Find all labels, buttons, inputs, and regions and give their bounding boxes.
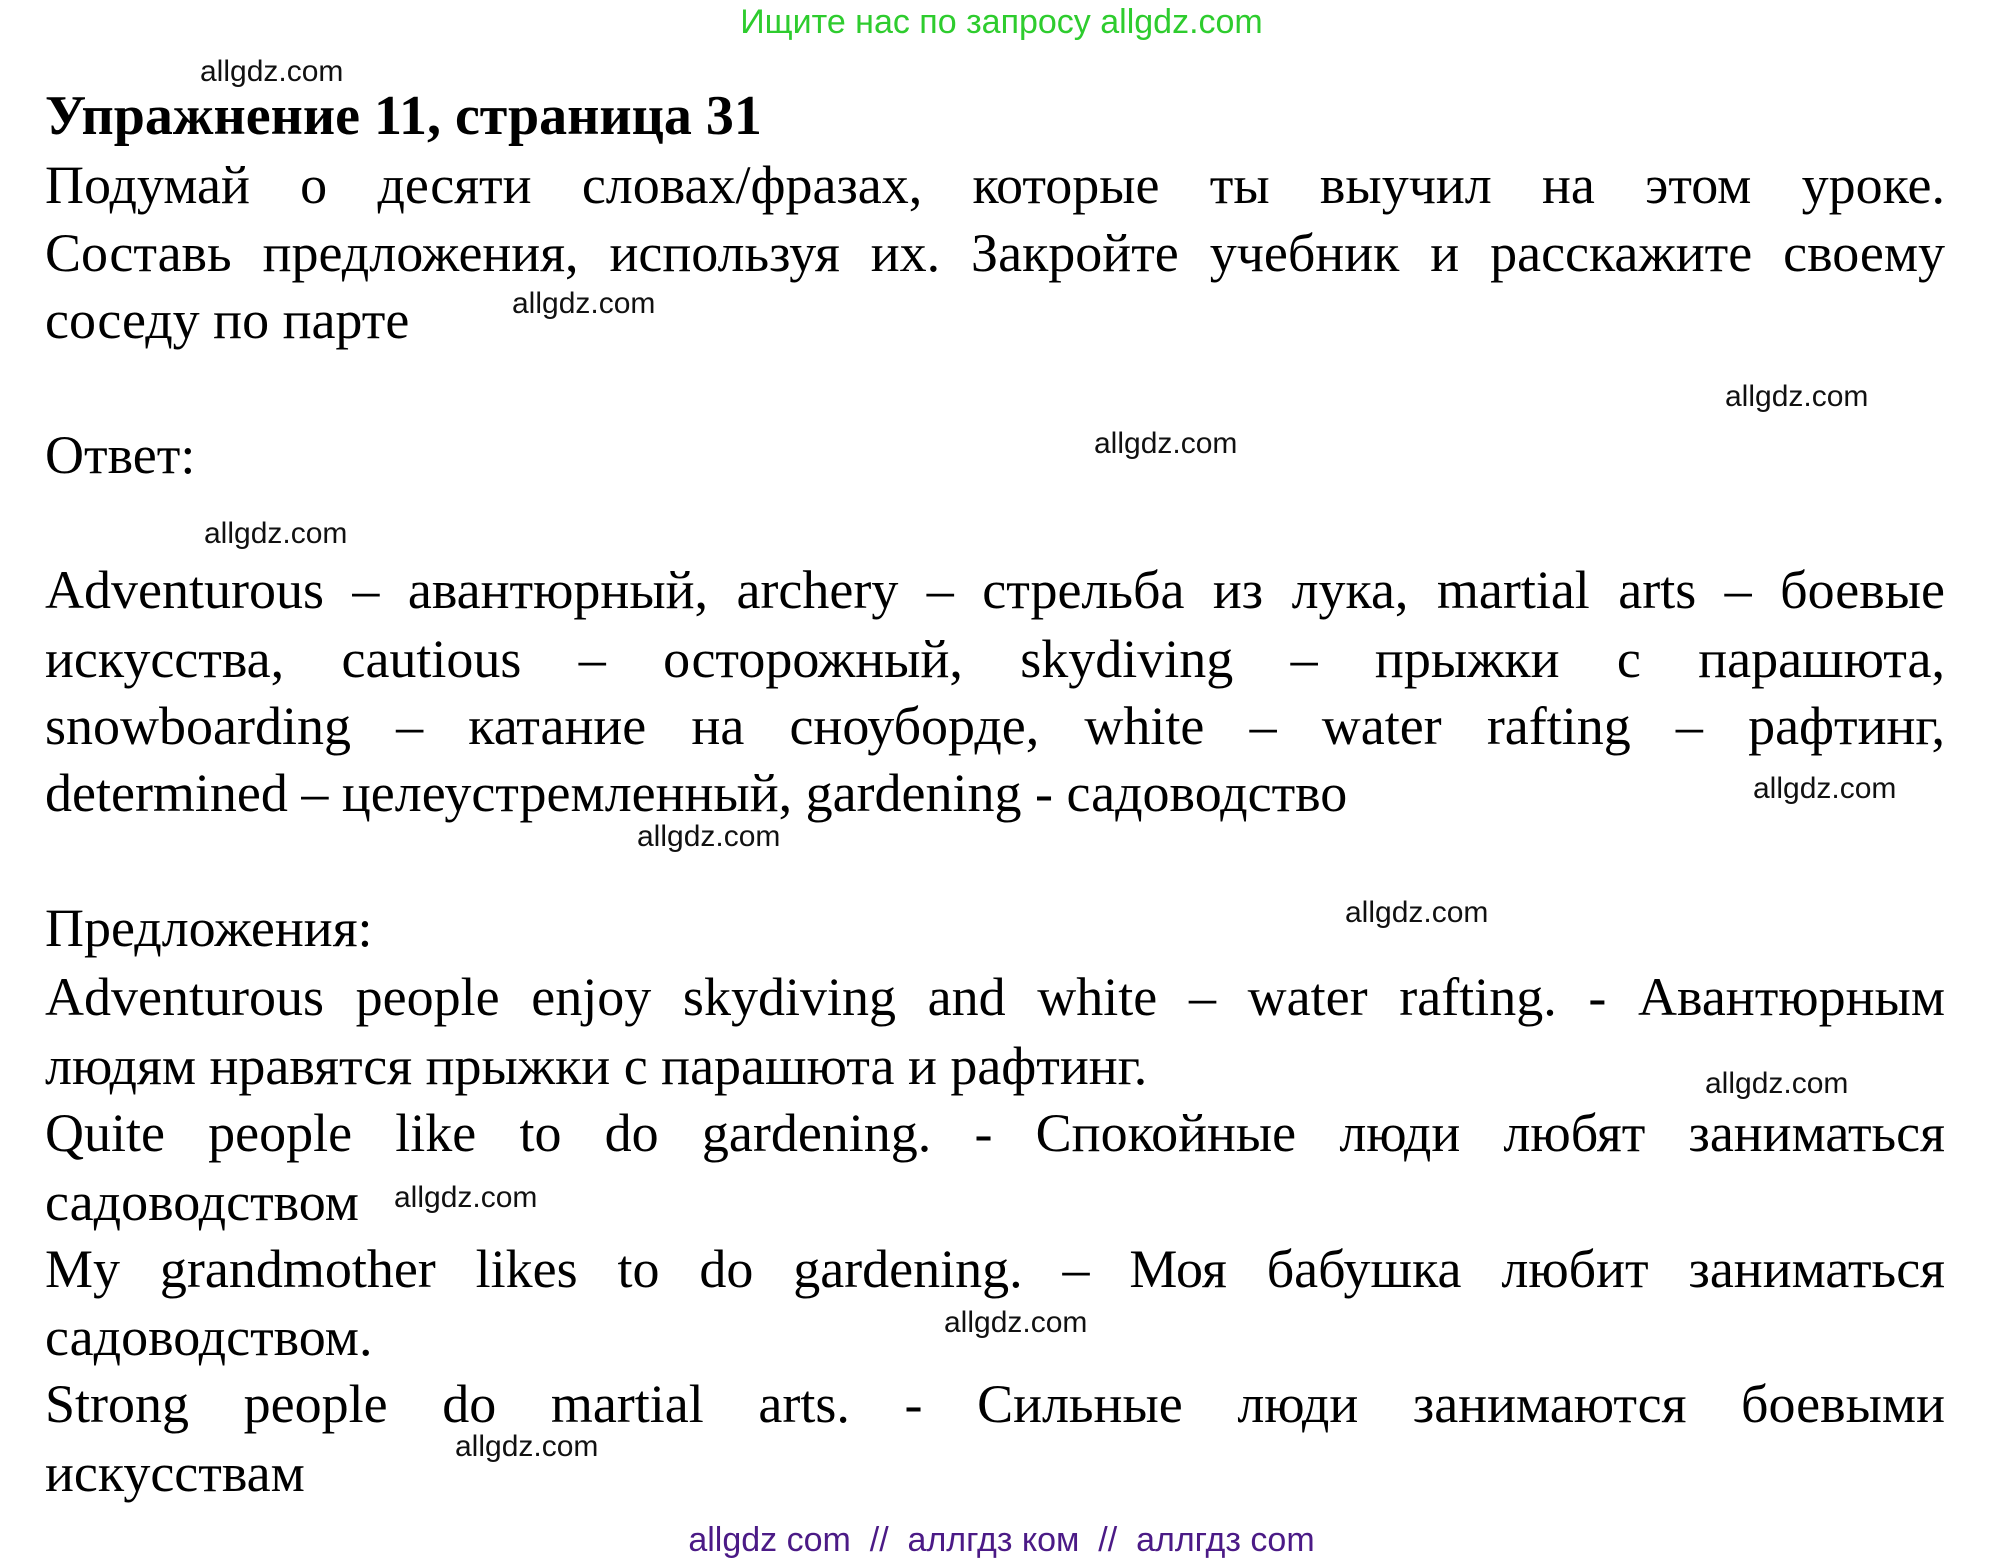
watermark: allgdz.com bbox=[1753, 772, 1897, 805]
sentence-line: садоводством. bbox=[45, 1307, 373, 1367]
watermark: allgdz.com bbox=[204, 517, 348, 550]
sentence-line: Quite people like to do gardening. - Спокойные люди любят заниматься bbox=[45, 1103, 1945, 1163]
sentence-line: искусствам bbox=[45, 1443, 305, 1503]
answer-line: snowboarding – катание на сноуборде, white – water rafting – рафтинг, bbox=[45, 696, 1945, 756]
task-line: Подумай о десяти словах/фразах, которые ты выучил на этом уроке. bbox=[45, 155, 1945, 215]
watermark: allgdz.com bbox=[455, 1430, 599, 1463]
watermark: allgdz.com bbox=[394, 1181, 538, 1214]
sentence-line: садоводством bbox=[45, 1172, 359, 1232]
watermark: allgdz.com bbox=[637, 820, 781, 853]
watermark: allgdz.com bbox=[944, 1306, 1088, 1339]
sentences-label: Предложения: bbox=[45, 898, 373, 958]
answer-line: Adventurous – авантюрный, archery – стрельба из лука, martial arts – боевые bbox=[45, 560, 1945, 620]
answer-line: искусства, cautious – осторожный, skydiving – прыжки с парашюта, bbox=[45, 629, 1945, 689]
sentence-line: My grandmother likes to do gardening. – Моя бабушка любит заниматься bbox=[45, 1239, 1945, 1299]
task-line: Составь предложения, используя их. Закройте учебник и расскажите своему bbox=[45, 223, 1945, 283]
answer-line: determined – целеустремленный, gardening - садоводство bbox=[45, 763, 1348, 823]
task-line: соседу по парте bbox=[45, 290, 410, 350]
sentence-line: Strong people do martial arts. - Сильные люди занимаются боевыми bbox=[45, 1374, 1945, 1434]
answer-label: Ответ: bbox=[45, 425, 196, 485]
watermark: allgdz.com bbox=[1725, 380, 1869, 413]
page-title: Упражнение 11, страница 31 bbox=[45, 85, 762, 147]
watermark: allgdz.com bbox=[512, 287, 656, 320]
sentence-line: Adventurous people enjoy skydiving and white – water rafting. - Авантюрным bbox=[45, 967, 1945, 1027]
footer-links: allgdz com // аллгдз ком // аллгдз com bbox=[688, 1521, 1315, 1559]
watermark: allgdz.com bbox=[1094, 427, 1238, 460]
watermark: allgdz.com bbox=[200, 55, 344, 88]
watermark: allgdz.com bbox=[1345, 896, 1489, 929]
search-banner: Ищите нас по запросу allgdz.com bbox=[740, 3, 1263, 41]
sentence-line: людям нравятся прыжки с парашюта и рафтинг. bbox=[45, 1036, 1148, 1096]
watermark: allgdz.com bbox=[1705, 1067, 1849, 1100]
